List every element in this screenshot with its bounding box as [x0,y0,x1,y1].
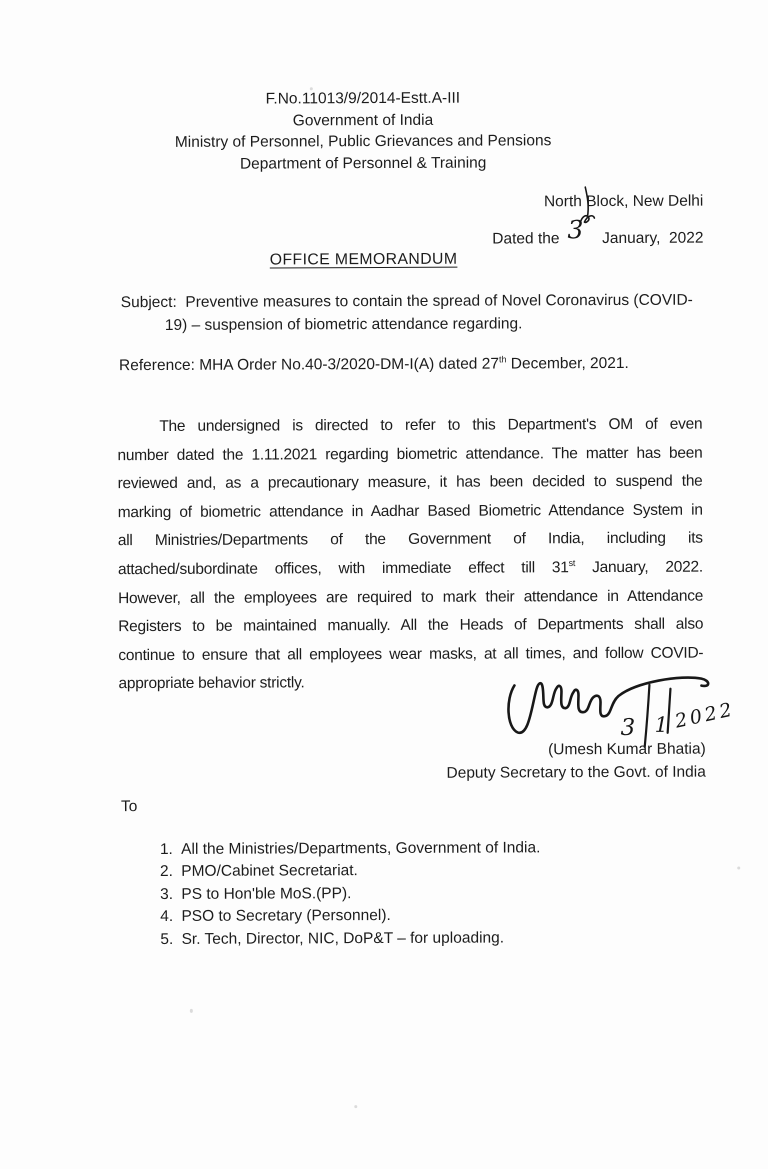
org-department: Department of Personnel & Training [239,154,487,173]
list-item: 4. PSO to Secretary (Personnel). [177,904,671,929]
body-line: all Ministries/Departments of the Government of India, including its [117,529,703,550]
reference-line: Reference: MHA Order No.40-3/2020-DM-I(A) dated 27th December, 2021. [119,354,629,375]
body-line: The undersigned is directed to refer to this Department's OM of even [159,415,703,435]
signature-hand-date-month: 1 [654,712,669,737]
org-ministry: Ministry of Personnel, Public Grievances and Pensions [174,132,552,151]
signature-hand-date-day: 3 [620,714,636,741]
signature-hand-date-year: 2022 [673,698,737,733]
letterhead [118,87,608,175]
body-line: marking of biometric attendance in Aadhar Based Biometric Attendance System in [117,501,703,521]
body-paragraph [117,411,703,699]
to-label: To [120,798,138,816]
memo-title: OFFICE MEMORANDUM [269,250,458,269]
list-item: 1. All the Ministries/Departments, Government of India. [177,837,671,862]
scan-speckle [190,1009,193,1013]
signatory-designation: Deputy Secretary to the Govt. of India [446,763,706,782]
distribution-list [151,837,671,951]
date-prefix: Dated the [492,230,564,248]
subject-line-2: 19) – suspension of biometric attendance regarding. [164,314,523,334]
scan-speckle [737,866,740,869]
list-item: 5. Sr. Tech, Director, NIC, DoP&T – for uploading. [177,926,671,951]
signatory-block [121,739,706,787]
body-line: reviewed and, as a precautionary measure, it has been decided to suspend the [117,472,703,493]
file-number: F.No.11013/9/2014-Estt.A-III [265,89,461,108]
scan-speckle [354,1105,357,1108]
handwritten-day-numeral [567,213,597,243]
body-line: However, all the employees are required to mark their attendance in Attendance [118,587,704,607]
date-suffix: January, 2022 [597,229,704,248]
body-line: appropriate behavior strictly. [118,674,305,693]
scan-speckle [310,87,313,90]
list-item: 3. PS to Hon'ble MoS.(PP). [177,882,671,907]
subject-line-1: Subject: Preventive measures to contain the spread of Novel Coronavirus (COVID- [120,291,693,312]
list-item: 2. PMO/Cabinet Secretariat. [177,859,671,884]
signatory-name: (Umesh Kumar Bhatia) [548,740,706,759]
svg-text:3: 3 [567,215,584,245]
body-line: Registers to be maintained manually. All the Heads of Departments shall also [118,615,704,636]
org-government: Government of India [292,111,434,129]
subject-block [121,290,706,338]
place-date-block [118,191,703,253]
body-line: attached/subordinate offices, with immediate effect till 31st January, 2022. [117,557,703,579]
body-line: continue to ensure that all employees wear masks, at all times, and follow COVID- [118,644,704,664]
place-line: North Block, New Delhi [543,192,704,211]
date-line [118,213,703,253]
body-line: number dated the 1.11.2021 regarding biometric attendance. The matter has been [117,444,703,464]
